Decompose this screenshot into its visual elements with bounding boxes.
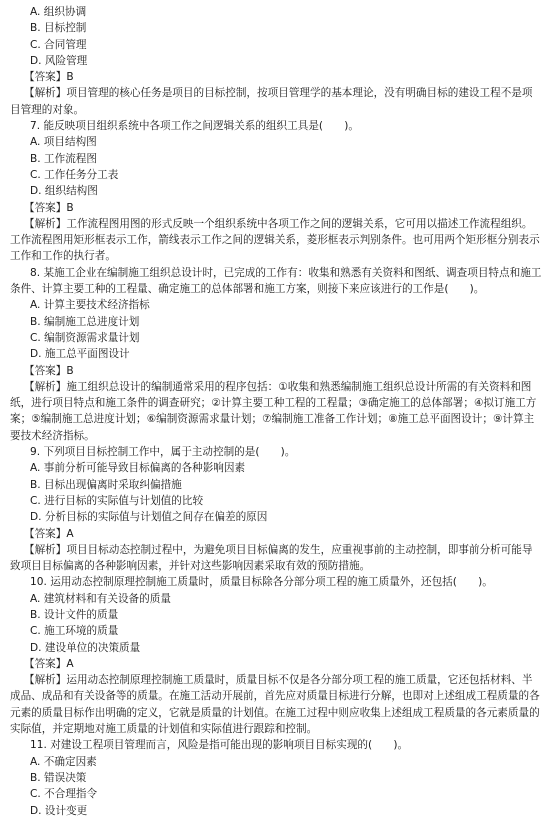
option-line: C. 进行目标的实际值与计划值的比较 (30, 494, 204, 507)
option-line: B. 工作流程图 (30, 152, 97, 165)
option-line: C. 不合理指令 (30, 788, 98, 801)
option-line: B. 目标出现偏离时采取纠偏措施 (30, 478, 182, 491)
option-line: D. 设计变更 (30, 804, 88, 817)
explanation-line: 工作和工作的执行者。 (10, 250, 116, 263)
explanation-line: 元素的质量目标作出明确的定义，它就是质量的计划值。在施工过程中则应收集上述组成工程质量的各元素质量的 (10, 706, 540, 719)
question-line: 8. 某施工企业在编制施工组织总设计时，已完成的工作有：收集和熟悉有关资料和图纸、调查项目特点和施工 (30, 266, 542, 279)
option-line: A. 不确定因素 (30, 755, 97, 768)
option-line: D. 施工总平面图设计 (30, 348, 130, 361)
question-line: 11. 对建设工程项目管理而言，风险是指可能出现的影响项目目标实现的( )。 (30, 739, 409, 752)
option-line: A. 计算主要技术经济指标 (30, 299, 150, 312)
explanation-line: 【解析】项目管理的核心任务是项目的目标控制，按项目管理学的基本理论，没有明确目标的建设工程不是项 (24, 87, 533, 100)
option-line: D. 风险管理 (30, 54, 88, 67)
question-line: 10. 运用动态控制原理控制施工质量时，质量目标除各分部分项工程的施工质量外，还包括( )。 (30, 576, 493, 589)
explanation-line: 实际值，并定期地对施工质量的计划值和实际值进行跟踪和控制。 (10, 723, 318, 736)
option-line: D. 分析目标的实际值与计划值之间存在偏差的原因 (30, 511, 268, 524)
explanation-line: 【解析】施工组织总设计的编制通常采用的程序包括：①收集和熟悉编制施工组织总设计所需的有关资料和图 (24, 380, 532, 393)
option-line: C. 施工环境的质量 (30, 625, 119, 638)
option-line: A. 项目结构图 (30, 136, 97, 149)
answer-line: 【答案】B (24, 71, 74, 84)
answer-line: 【答案】B (24, 201, 74, 214)
option-line: D. 组织结构图 (30, 185, 98, 198)
option-line: B. 编制施工总进度计划 (30, 315, 140, 328)
explanation-line: 工作流程图用矩形框表示工作，箭线表示工作之间的逻辑关系，菱形框表示判别条件。也可用两个矩形框分别表示 (10, 234, 540, 247)
option-line: C. 工作任务分工表 (30, 168, 119, 181)
question-line: 7. 能反映项目组织系统中各项工作之间逻辑关系的组织工具是( )。 (30, 120, 359, 133)
explanation-line: 【解析】项目目标动态控制过程中，为避免项目目标偏离的发生，应重视事前的主动控制，即事前分析可能导 (24, 543, 533, 556)
option-line: B. 错误决策 (30, 771, 87, 784)
option-line: A. 建筑材料和有关设备的质量 (30, 592, 171, 605)
explanation-line: 【解析】工作流程图用图的形式反映一个组织系统中各项工作之间的逻辑关系，它可用以描述工作流程组织。 (24, 217, 533, 230)
explanation-line: 纸，进行项目特点和施工条件的调查研究；②计算主要工种工程的工程量；③确定施工的总体部署；④拟订施工方 (10, 397, 537, 410)
explanation-line: 案；⑤编制施工总进度计划；⑥编制资源需求量计划；⑦编制施工准备工作计划；⑧施工总平面图设计；⑨计算主 (10, 413, 535, 426)
explanation-line: 目管理的对象。 (10, 103, 85, 116)
option-line: B. 目标控制 (30, 22, 87, 35)
answer-line: 【答案】B (24, 364, 74, 377)
option-line: A. 事前分析可能导致目标偏离的各种影响因素 (30, 462, 246, 475)
option-line: A. 组织协调 (30, 6, 87, 18)
answer-line: 【答案】A (24, 527, 74, 540)
option-line: C. 合同管理 (30, 38, 87, 51)
question-content (10, 4, 550, 819)
explanation-line: 要技术经济指标。 (10, 429, 95, 442)
question-line: 9. 下列项目目标控制工作中，属于主动控制的是( )。 (30, 446, 296, 459)
explanation-line: 【解析】运用动态控制原理控制施工质量时，质量目标不仅是各分部分项工程的施工质量，它还包括材料、半 (24, 674, 533, 687)
explanation-line: 成品、成品和有关设备等的质量。在施工活动开展前，首先应对质量目标进行分解，也即对上述组成工程质量的各 (10, 690, 540, 703)
option-line: D. 建设单位的决策质量 (30, 641, 141, 654)
option-line: B. 设计文件的质量 (30, 608, 119, 621)
option-line: C. 编制资源需求量计划 (30, 331, 140, 344)
answer-line: 【答案】A (24, 657, 74, 670)
explanation-line: 条件、计算主要工种的工程量、确定施工的总体部署和施工方案，则接下来应该进行的工作是( )。 (10, 283, 485, 296)
explanation-line: 致项目目标偏离的各种影响因素，并针对这些影响因素采取有效的预防措施。 (10, 560, 371, 573)
